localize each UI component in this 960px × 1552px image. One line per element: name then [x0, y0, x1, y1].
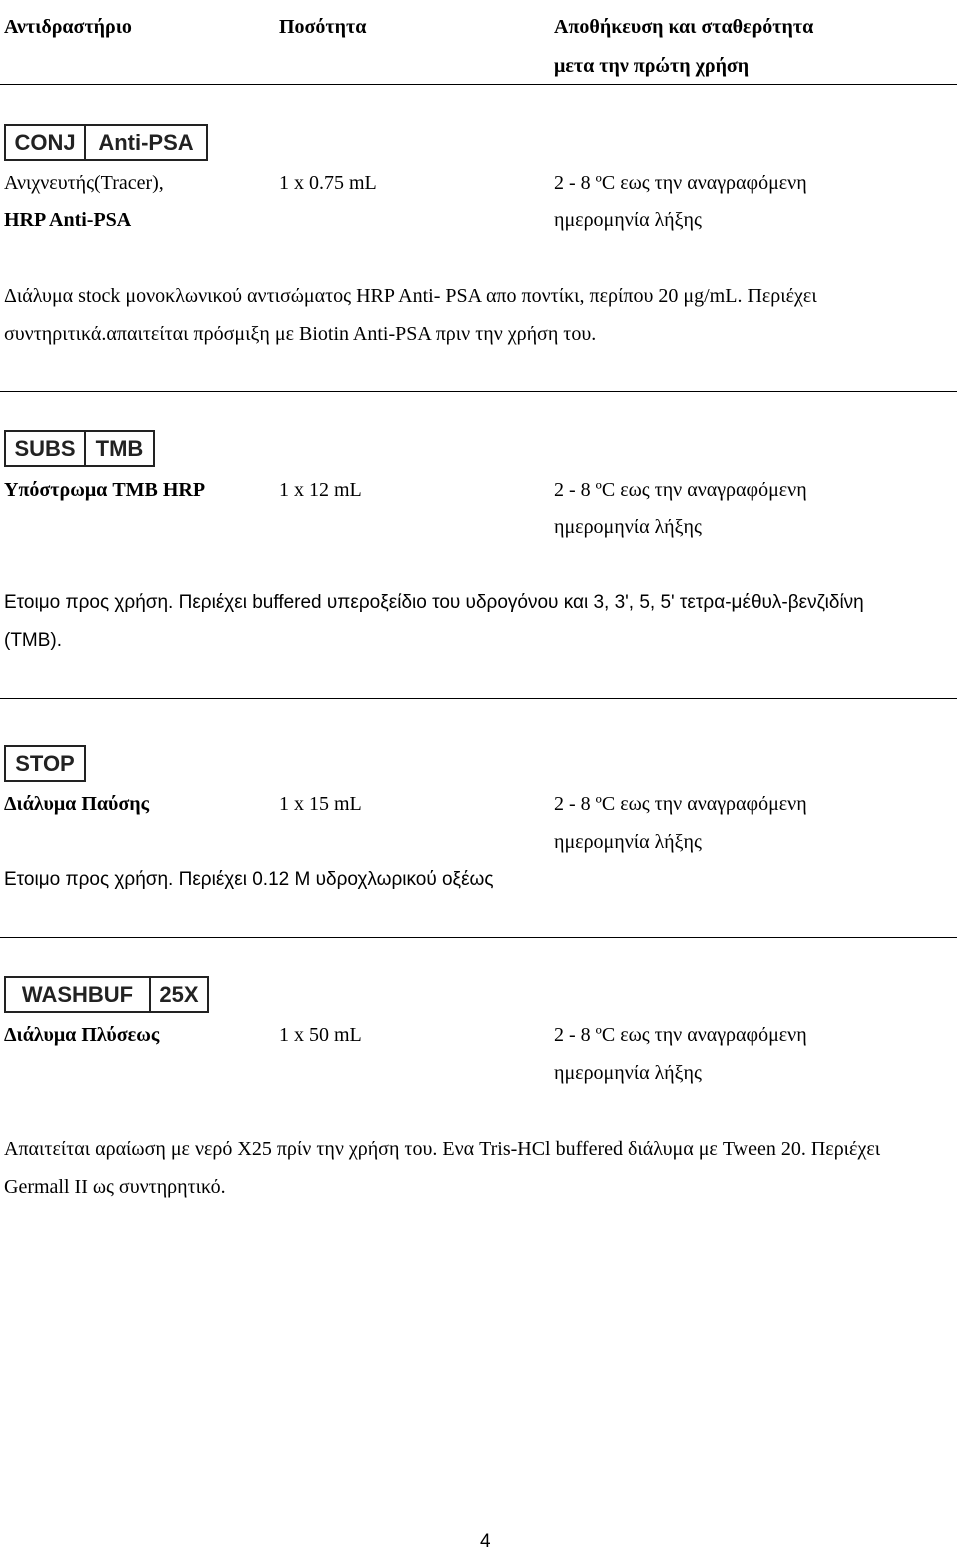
storage-line1: 2 - 8 ºC εως την αναγραφόμενη: [554, 793, 807, 815]
reagent-name: Ανιχνευτής(Tracer),: [4, 172, 164, 194]
description-line2: Germall II ως συντηρητικό.: [4, 1176, 226, 1198]
header-reagent: Αντιδραστήριο: [4, 16, 132, 38]
label-cell: Anti-PSA: [84, 126, 206, 159]
reagent-quantity: 1 x 0.75 mL: [279, 172, 377, 194]
header-storage-line1: Αποθήκευση και σταθερότητα: [554, 16, 814, 38]
storage-line1: 2 - 8 ºC εως την αναγραφόμενη: [554, 479, 807, 501]
storage-line2: ημερομηνία λήξης: [554, 516, 702, 538]
reagent-name: Υπόστρωμα TMB HRP: [4, 479, 206, 501]
page-number: 4: [480, 1531, 491, 1552]
label-cell: CONJ: [14, 129, 76, 155]
reagent-name: Διάλυμα Παύσης: [4, 793, 150, 815]
description-line1: Ετοιμο προς χρήση. Περιέχει 0.12 Μ υδροχλωρικού οξέως: [4, 869, 494, 890]
description-line2: συντηριτικά.απαιτείται πρόσμιξη με Biotin Anti-PSA πριν την χρήση του.: [4, 323, 597, 345]
divider: [0, 84, 957, 85]
label-stop: [4, 745, 86, 782]
label-cell: STOP: [15, 750, 75, 776]
label-cell: SUBS: [14, 435, 76, 461]
reagent-quantity: 1 x 12 mL: [279, 479, 362, 501]
storage-line2: ημερομηνία λήξης: [554, 1062, 702, 1084]
label-conj-anti-psa: [4, 124, 208, 161]
header-quantity: Ποσότητα: [279, 16, 367, 38]
label-washbuf-25x: [4, 976, 209, 1013]
reagent-quantity: 1 x 15 mL: [279, 793, 362, 815]
divider: [0, 937, 957, 938]
reagent-name-line2: HRP Anti-PSA: [4, 209, 132, 231]
storage-line1: 2 - 8 ºC εως την αναγραφόμενη: [554, 172, 807, 194]
description-line1: Απαιτείται αραίωση με νερό X25 πρίν την χρήση του. Ενα Tris-HCl buffered διάλυμα με Tween 20. Περιέχει: [4, 1138, 881, 1160]
reagent-quantity: 1 x 50 mL: [279, 1024, 362, 1046]
label-cell: 25X: [149, 978, 207, 1011]
label-cell: WASHBUF: [21, 981, 134, 1007]
header-storage-line2: μετα την πρώτη χρήση: [554, 55, 750, 77]
storage-line2: ημερομηνία λήξης: [554, 209, 702, 231]
divider: [0, 698, 957, 699]
description-line1: Διάλυμα stock μονοκλωνικού αντισώματος HRP Anti- PSA απο ποντίκι, περίπου 20 μg/mL. Περιέχει: [4, 285, 817, 307]
label-cell: TMB: [84, 432, 153, 465]
description-line2: (TMB).: [4, 630, 63, 651]
label-subs-tmb: [4, 430, 155, 467]
reagent-name: Διάλυμα Πλύσεως: [4, 1024, 160, 1046]
description-line1: Ετοιμο προς χρήση. Περιέχει buffered υπεροξείδιο του υδρογόνου και 3, 3', 5, 5' τετρα-μέθυλ-βενζιδίνη: [4, 592, 864, 613]
storage-line1: 2 - 8 ºC εως την αναγραφόμενη: [554, 1024, 807, 1046]
storage-line2: ημερομηνία λήξης: [554, 831, 702, 853]
divider: [0, 391, 957, 392]
